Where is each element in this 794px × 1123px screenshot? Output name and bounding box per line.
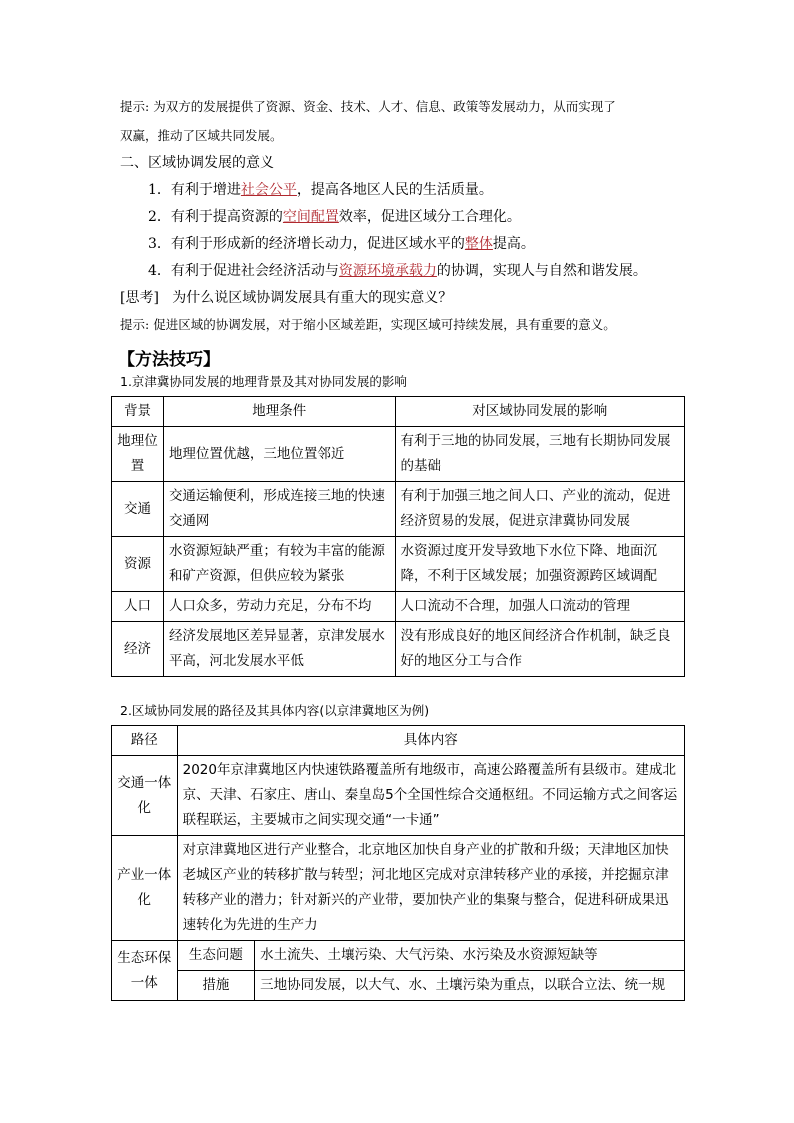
table-row: 生态环保一体 生态问题 水土流失、土壤污染、大气污染、水污染及水资源短缺等 [112,941,685,971]
table2-title: 2.区域协同发展的路径及其具体内容(以京津冀地区为例) [120,703,430,718]
table-row: 资源 水资源短缺严重；有较为丰富的能源和矿产资源，但供应较为紧张 水资源过度开发导致地下水位下降、地面沉降，不利于区域发展；加强资源跨区域调配 [112,537,685,592]
hint-text: 为双方的发展提供了资源、资金、技术、人才、信息、政策等发展动力，从而实现了 [153,99,616,114]
table-row: 措施 三地协同发展，以大气、水、土壤污染为重点，以联合立法、统一规 [112,971,685,1001]
key-term: 空间配置 [282,209,339,225]
background-table [111,396,685,677]
think-tag: [思考] [120,290,159,306]
list-item: 2．有利于提高资源的空间配置效率，促进区域分工合理化。 [148,209,521,225]
table-header-row: 路径 具体内容 [112,726,685,756]
key-term: 社会公平 [240,182,297,198]
think-question: [思考] 为什么说区域协调发展具有重大的现实意义？ [120,290,453,306]
table-row: 人口 人口众多，劳动力充足，分布不均 人口流动不合理，加强人口流动的管理 [112,592,685,622]
table-row: 地理位置 地理位置优越，三地位置邻近 有利于三地的协同发展，三地有长期协同发展的基础 [112,427,685,482]
table-row: 经济 经济发展地区差异显著，京津发展水平高，河北发展水平低 没有形成良好的地区间经济合作机制，缺乏良好的地区分工与合作 [112,622,685,677]
hint-paragraph [120,97,616,115]
path-table [111,725,685,1001]
table-row: 产业一体化 对京津冀地区进行产业整合，北京地区加快自身产业的扩散和升级；天津地区加快老城区产业的转移扩散与转型；河北地区完成对京津转移产业的承接，并挖掘京津转移产业的潜力；针对新兴的产业带，要加快产业的集聚与整合，促进科研成果迅速转化为先进的生产力 [112,836,685,941]
list-item: 4．有利于促进社会经济活动与资源环境承载力的协调，实现人与自然和谐发展。 [148,263,647,279]
table-row: 交通一体化 2020年京津冀地区内快速铁路覆盖所有地级市，高速公路覆盖所有县级市。建成北京、天津、石家庄、唐山、秦皇岛5个全国性综合交通枢纽。不同运输方式之间客运联程联运，主要城市之间实现交通“一卡通” [112,756,685,836]
hint-label: 提示: [120,99,150,114]
table-row: 交通 交通运输便利，形成连接三地的快速交通网 有利于加强三地之间人口、产业的流动，促进经济贸易的发展，促进京津冀协同发展 [112,482,685,537]
method-heading: 【方法技巧】 [118,350,220,370]
list-item: 1．有利于增进社会公平，提高各地区人民的生活质量。 [148,182,493,198]
list-item: 3．有利于形成新的经济增长动力，促进区域水平的整体提高。 [148,236,535,252]
hint-answer: 提示: 促进区域的协调发展，对于缩小区域差距，实现区域可持续发展，具有重要的意义。 [120,317,616,332]
hint-paragraph-cont: 双赢，推动了区域共同发展。 [120,128,283,143]
section-title: 二、区域协调发展的意义 [120,155,274,171]
table1-title: 1.京津冀协同发展的地理背景及其对协同发展的影响 [120,374,407,389]
key-term: 整体 [464,236,493,252]
table-header-row: 背景 地理条件 对区域协同发展的影响 [112,397,685,427]
key-term: 资源环境承载力 [338,263,437,279]
